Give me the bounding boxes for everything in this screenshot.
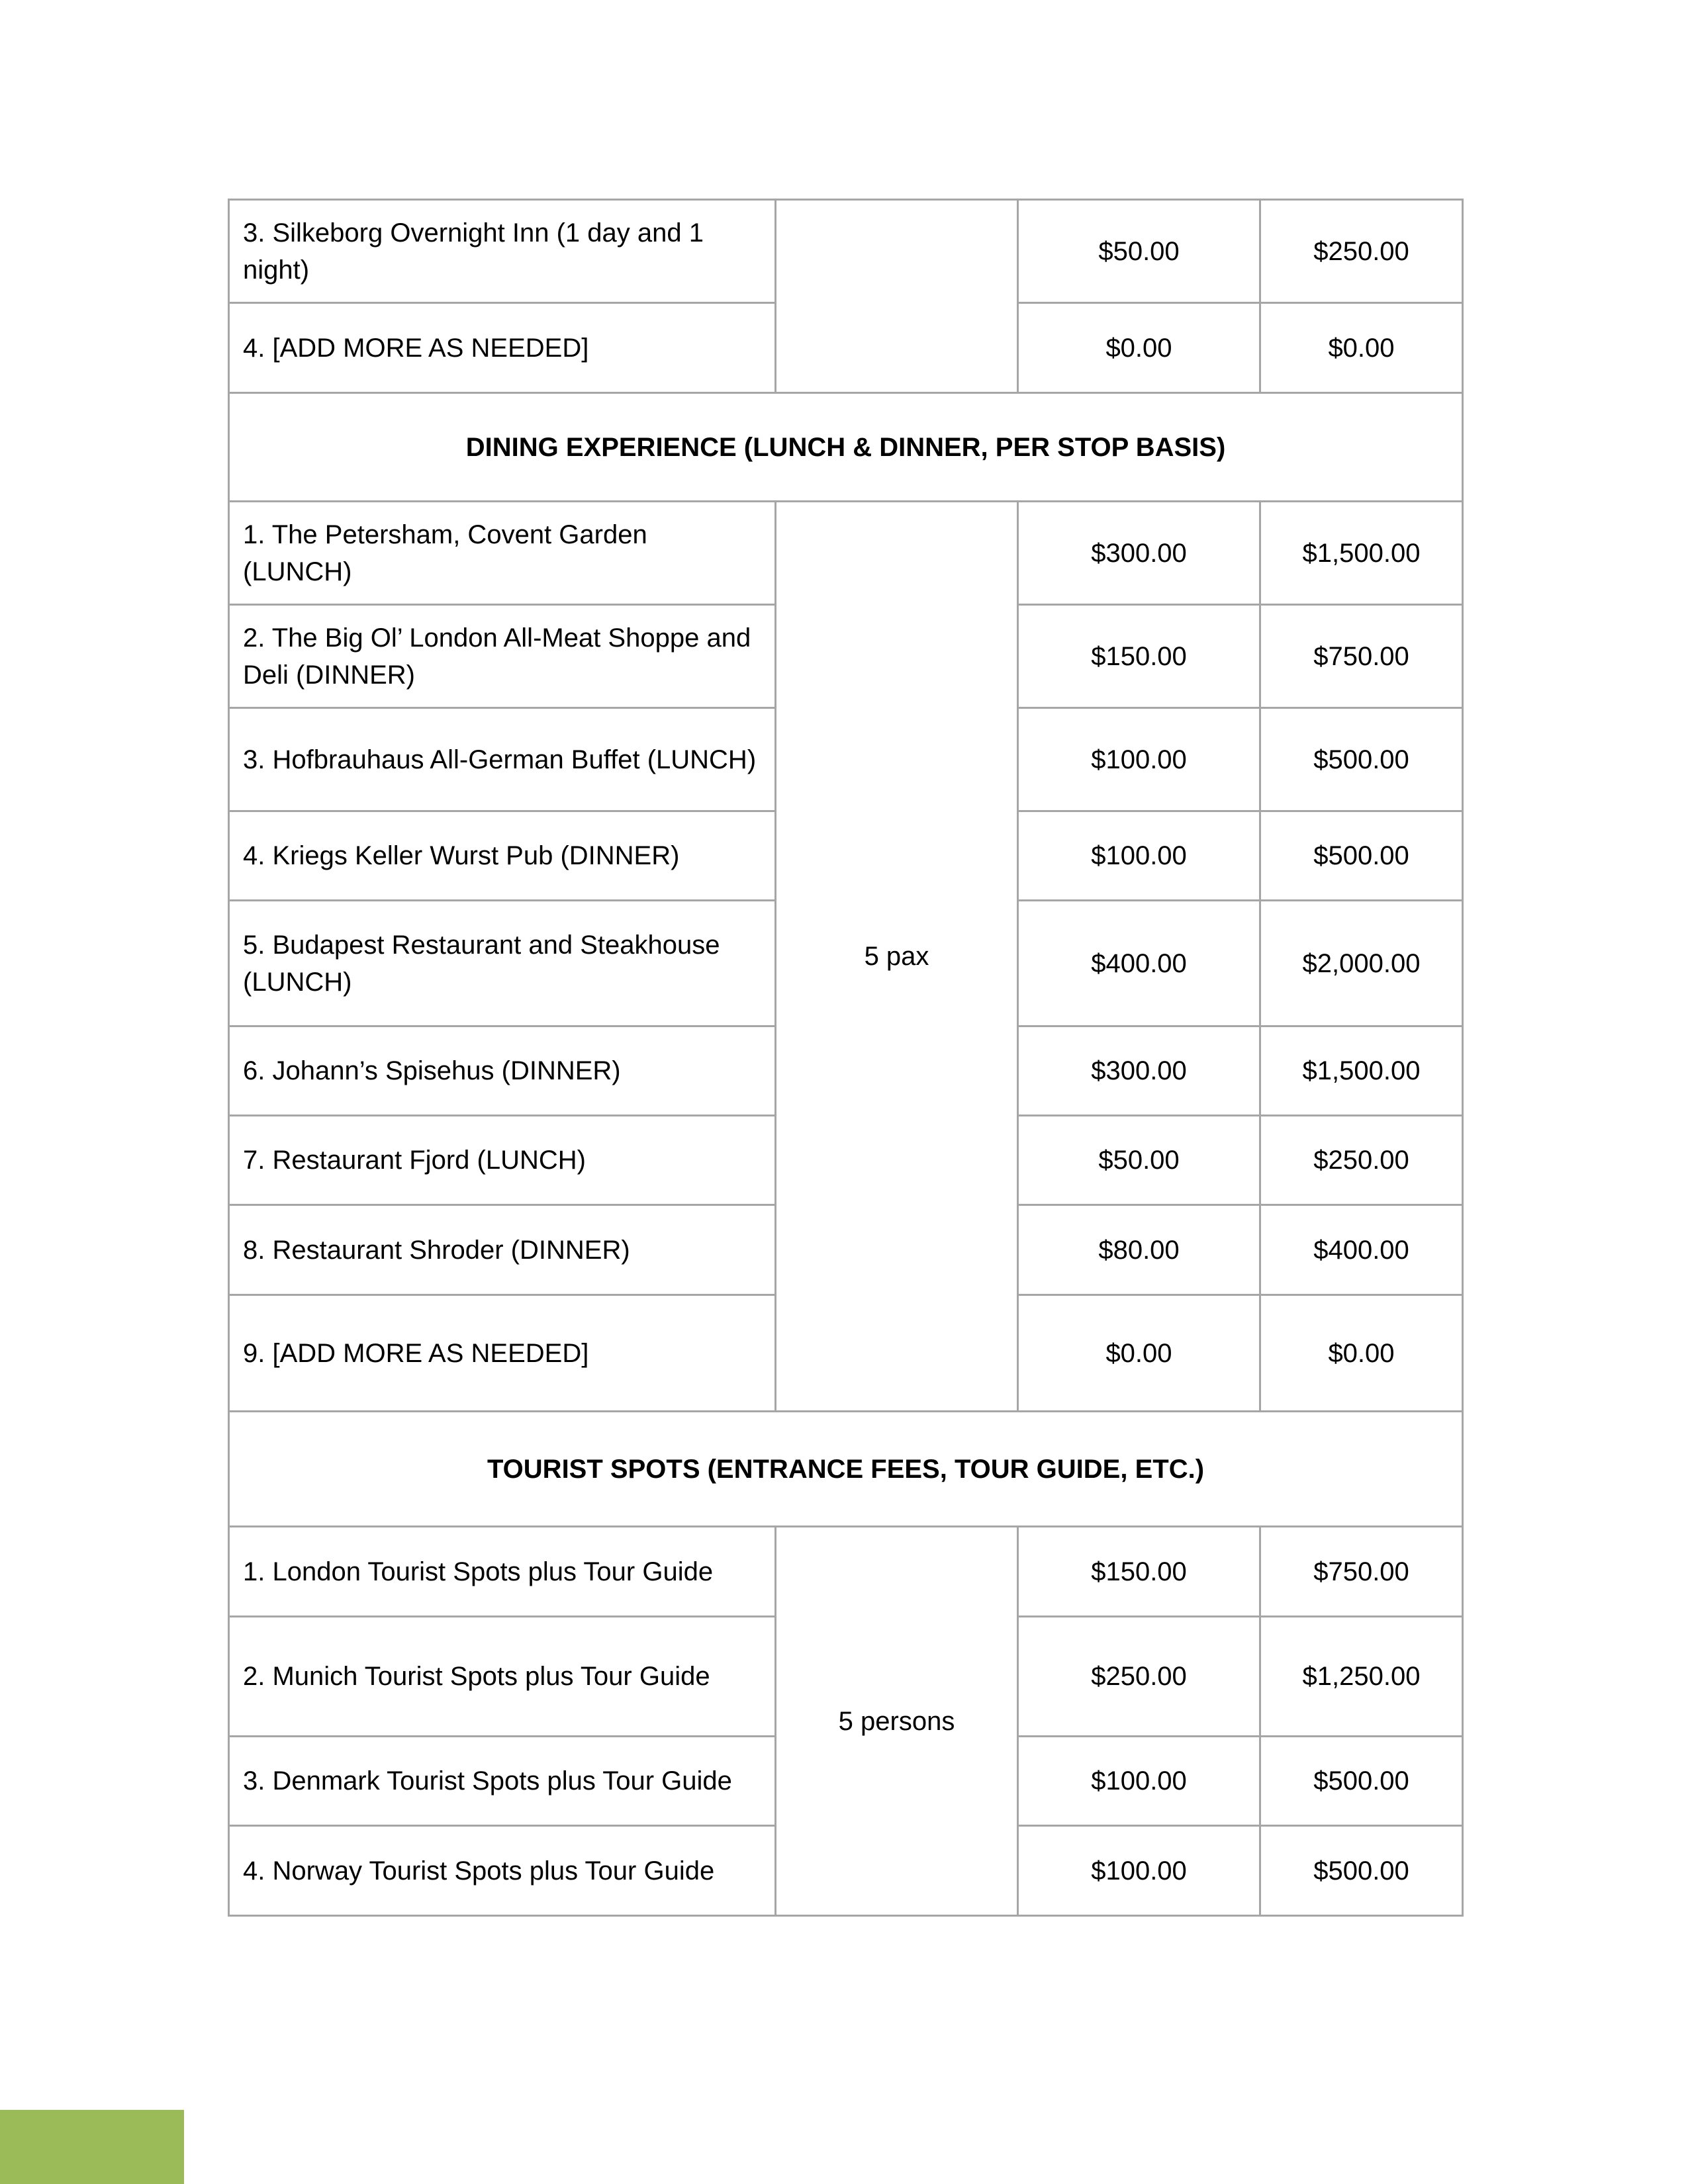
section-heading-dining: DINING EXPERIENCE (LUNCH & DINNER, PER STOP BASIS) xyxy=(229,393,1463,502)
item-name: 8. Restaurant Shroder (DINNER) xyxy=(229,1205,776,1295)
quantity-cell xyxy=(776,200,1018,393)
item-name: 3. Hofbrauhaus All-German Buffet (LUNCH) xyxy=(229,708,776,811)
item-name: 6. Johann’s Spisehus (DINNER) xyxy=(229,1026,776,1116)
total-cost: $2,000.00 xyxy=(1260,901,1463,1026)
unit-cost: $150.00 xyxy=(1018,1527,1260,1617)
item-name: 5. Budapest Restaurant and Steakhouse (LUNCH) xyxy=(229,901,776,1026)
total-cost: $0.00 xyxy=(1260,1295,1463,1412)
unit-cost: $150.00 xyxy=(1018,605,1260,708)
table-row xyxy=(229,1527,1463,1617)
item-name: 2. Munich Tourist Spots plus Tour Guide xyxy=(229,1617,776,1737)
total-cost: $500.00 xyxy=(1260,811,1463,901)
item-name: 4. Kriegs Keller Wurst Pub (DINNER) xyxy=(229,811,776,901)
item-name: 3. Silkeborg Overnight Inn (1 day and 1 night) xyxy=(229,200,776,303)
total-cost: $500.00 xyxy=(1260,1737,1463,1826)
total-cost: $1,250.00 xyxy=(1260,1617,1463,1737)
item-name: 7. Restaurant Fjord (LUNCH) xyxy=(229,1116,776,1205)
unit-cost: $100.00 xyxy=(1018,811,1260,901)
unit-cost: $300.00 xyxy=(1018,1026,1260,1116)
table-row xyxy=(229,200,1463,303)
unit-cost: $400.00 xyxy=(1018,901,1260,1026)
unit-cost: $250.00 xyxy=(1018,1617,1260,1737)
item-name: 1. The Petersham, Covent Garden (LUNCH) xyxy=(229,502,776,605)
item-name: 9. [ADD MORE AS NEEDED] xyxy=(229,1295,776,1412)
item-name: 4. [ADD MORE AS NEEDED] xyxy=(229,303,776,393)
unit-cost: $100.00 xyxy=(1018,708,1260,811)
total-cost: $250.00 xyxy=(1260,200,1463,303)
unit-cost: $100.00 xyxy=(1018,1737,1260,1826)
footer-accent-bar xyxy=(0,2110,184,2184)
total-cost: $500.00 xyxy=(1260,708,1463,811)
item-name: 3. Denmark Tourist Spots plus Tour Guide xyxy=(229,1737,776,1826)
quantity-cell: 5 persons xyxy=(776,1527,1018,1916)
section-header-row xyxy=(229,1412,1463,1527)
quantity-cell: 5 pax xyxy=(776,502,1018,1412)
unit-cost: $100.00 xyxy=(1018,1826,1260,1916)
item-name: 1. London Tourist Spots plus Tour Guide xyxy=(229,1527,776,1617)
total-cost: $500.00 xyxy=(1260,1826,1463,1916)
total-cost: $750.00 xyxy=(1260,1527,1463,1617)
total-cost: $750.00 xyxy=(1260,605,1463,708)
unit-cost: $0.00 xyxy=(1018,303,1260,393)
total-cost: $250.00 xyxy=(1260,1116,1463,1205)
unit-cost: $0.00 xyxy=(1018,1295,1260,1412)
section-heading-tourist: TOURIST SPOTS (ENTRANCE FEES, TOUR GUIDE, ETC.) xyxy=(229,1412,1463,1527)
unit-cost: $300.00 xyxy=(1018,502,1260,605)
table-row xyxy=(229,502,1463,605)
total-cost: $0.00 xyxy=(1260,303,1463,393)
item-name: 4. Norway Tourist Spots plus Tour Guide xyxy=(229,1826,776,1916)
total-cost: $400.00 xyxy=(1260,1205,1463,1295)
total-cost: $1,500.00 xyxy=(1260,1026,1463,1116)
unit-cost: $80.00 xyxy=(1018,1205,1260,1295)
budget-table xyxy=(228,199,1464,1917)
unit-cost: $50.00 xyxy=(1018,1116,1260,1205)
section-header-row xyxy=(229,393,1463,502)
item-name: 2. The Big Ol’ London All-Meat Shoppe and Deli (DINNER) xyxy=(229,605,776,708)
total-cost: $1,500.00 xyxy=(1260,502,1463,605)
unit-cost: $50.00 xyxy=(1018,200,1260,303)
